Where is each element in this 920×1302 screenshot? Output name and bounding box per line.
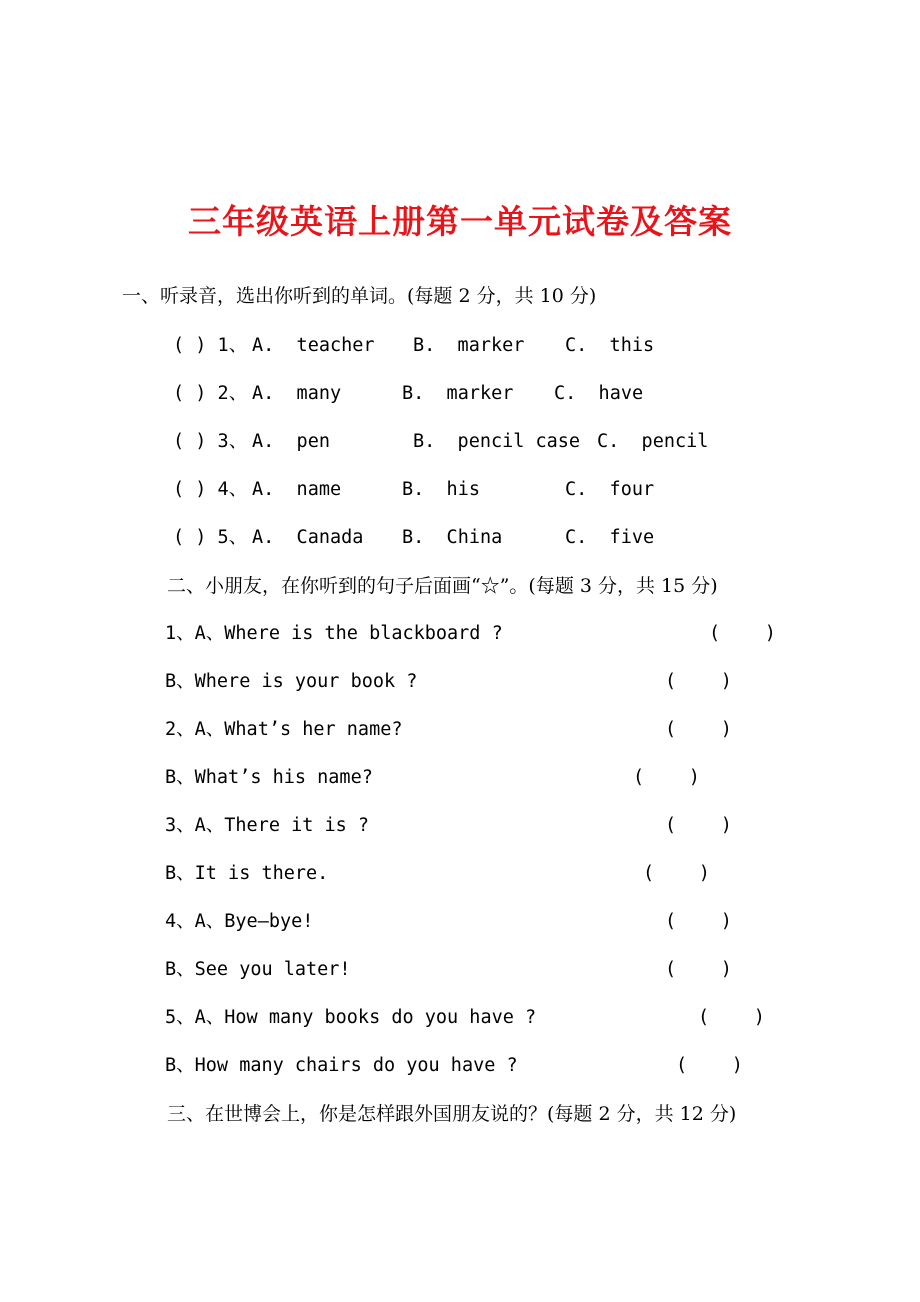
answer-blank: ( ) [665,911,732,932]
sentence-text: 1、A、Where is the blackboard ? [165,623,503,644]
option-c: C. pencil [597,431,709,452]
sentence-text: 4、A、Bye—bye! [165,911,314,932]
option-c: C. four [565,479,655,500]
answer-blank: ( ) [633,767,700,788]
answer-blank: ( ) [665,671,732,692]
sentence-text: 3、A、There it is ? [165,815,370,836]
option-c: C. five [565,527,655,548]
option-b: B. marker [402,383,514,404]
section3-heading: 三、在世博会上，你是怎样跟外国朋友说的？(每题 2 分，共 12 分) [167,1103,737,1125]
option-a: A. many [252,383,342,404]
sentence-text: B、Where is your book ? [165,671,418,692]
answer-blank: ( ) [676,1055,743,1076]
answer-blank: ( ) [643,863,710,884]
item-number: ( ) 3、 [173,431,248,452]
option-a: A. name [252,479,342,500]
item-number: ( ) 5、 [173,527,248,548]
option-b: B. marker [413,335,525,356]
option-b: B. his [402,479,480,500]
option-b: B. pencil case [413,431,581,452]
section1-heading: 一、听录音，选出你听到的单词。(每题 2 分，共 10 分) [122,285,597,307]
answer-blank: ( ) [665,815,732,836]
sentence-text: 5、A、How many books do you have ? [165,1007,537,1028]
document-title: 三年级英语上册第一单元试卷及答案 [188,202,732,241]
sentence-text: 2、A、What’s her name? [165,719,403,740]
answer-blank: ( ) [665,719,732,740]
option-a: A. Canada [252,527,364,548]
section2-heading: 二、小朋友，在你听到的句子后面画“☆”。(每题 3 分，共 15 分) [167,575,718,597]
answer-blank: ( ) [709,623,776,644]
sentence-text: B、It is there. [165,863,329,884]
answer-blank: ( ) [698,1007,765,1028]
option-a: A. pen [252,431,330,452]
item-number: ( ) 1、 [173,335,248,356]
option-c: C. this [565,335,655,356]
option-a: A. teacher [252,335,375,356]
option-b: B. China [402,527,503,548]
answer-blank: ( ) [665,959,732,980]
item-number: ( ) 2、 [173,383,248,404]
sentence-text: B、What’s his name? [165,767,373,788]
item-number: ( ) 4、 [173,479,248,500]
sentence-text: B、How many chairs do you have ? [165,1055,518,1076]
option-c: C. have [554,383,644,404]
sentence-text: B、See you later! [165,959,351,980]
